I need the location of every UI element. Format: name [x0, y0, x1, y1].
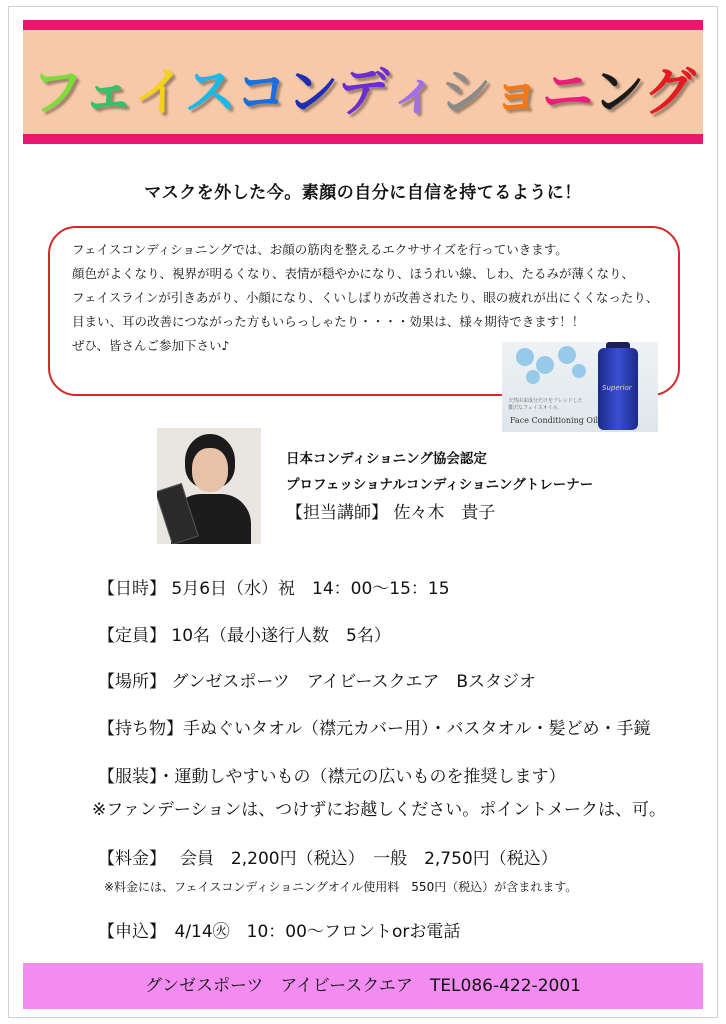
intro-line: 目まい、耳の改善につながった方もいらっしゃたり・・・・効果は、様々期待できます！！: [72, 314, 585, 329]
detail-datetime: 【日時】 5月6日（水）祝 14：00～15：15: [98, 579, 450, 599]
banner-top-stripe: [23, 20, 703, 30]
title-char: ン: [592, 63, 644, 123]
oil-caption: Face Conditioning Oil: [510, 416, 599, 425]
title-char: ョ: [490, 63, 542, 123]
title-char: ィ: [388, 63, 440, 123]
trainer-face: [192, 448, 228, 492]
title-char: グ: [643, 63, 695, 123]
intro-line: ぜひ、皆さんご参加下さい♪: [72, 338, 230, 353]
title-banner: [23, 20, 703, 144]
intro-line: フェイスコンディショニングでは、お顔の筋肉を整えるエクササイズを行っていきます。: [72, 242, 568, 257]
intro-line: 顔色がよくなり、視界が明るくなり、表情が穏やかになり、ほうれい線、しわ、たるみが薄くなり、: [72, 266, 635, 281]
title-char: ス: [184, 63, 236, 123]
detail-place: 【場所】 グンゼスポーツ アイビースクエア Bスタジオ: [98, 672, 536, 692]
title-char: ン: [286, 63, 338, 123]
trainer-name: 【担当講師】 佐々木 貴子: [286, 503, 496, 523]
fee-note: ※料金には、フェイスコンディショニングオイル使用料 550円（税込）が含まれます。: [104, 880, 578, 894]
subtitle: マスクを外した今。素顔の自分に自信を持てるように！: [144, 183, 582, 203]
trainer-role: プロフェッショナルコンディショニングトレーナー: [286, 477, 594, 493]
page-title: [23, 50, 703, 125]
detail-clothes-note: ※ファンデーションは、つけずにお越しください。ポイントメークは、可。: [92, 800, 667, 820]
flower-decoration: [558, 346, 576, 364]
title-char: フ: [31, 63, 83, 123]
detail-fee: 【料金】 会員 2,200円（税込） 一般 2,750円（税込）: [98, 849, 558, 869]
face-oil-photo: [502, 342, 658, 432]
detail-apply: 【申込】 4/14㊋ 10：00～フロントorお電話: [98, 922, 461, 942]
title-char: ニ: [541, 63, 593, 123]
title-char: イ: [133, 63, 185, 123]
flower-decoration: [572, 364, 586, 378]
detail-clothes: 【服装】・運動しやすいもの（襟元の広いものを推奨します）: [98, 767, 566, 787]
intro-line: フェイスラインが引きあがり、小顔になり、くいしばりが改善されたり、眼の疲れが出にくくなったり、: [72, 290, 659, 305]
bottle-brand: Superior: [602, 384, 632, 392]
title-char: デ: [337, 63, 389, 123]
detail-capacity: 【定員】 10名（最小遂行人数 5名）: [98, 626, 391, 646]
flower-decoration: [526, 370, 540, 384]
flower-decoration: [516, 348, 534, 366]
title-char: シ: [439, 63, 491, 123]
trainer-info: [286, 446, 593, 528]
banner-bottom-stripe: [23, 134, 703, 144]
intro-text: [72, 238, 672, 358]
flower-decoration: [536, 356, 554, 374]
oil-small-text: 天然由来成分だけをブレンドした 贅沢なフェイスオイル。: [508, 398, 583, 411]
trainer-certification: 日本コンディショニング協会認定: [286, 451, 487, 467]
trainer-photo: [157, 428, 261, 544]
title-char: コ: [235, 63, 287, 123]
detail-items: 【持ち物】手ぬぐいタオル（襟元カバー用）・バスタオル・髪どめ・手鏡: [98, 719, 651, 739]
title-char: ェ: [82, 63, 134, 123]
footer-contact: グンゼスポーツ アイビースクエア TEL086-422-2001: [23, 963, 703, 1009]
